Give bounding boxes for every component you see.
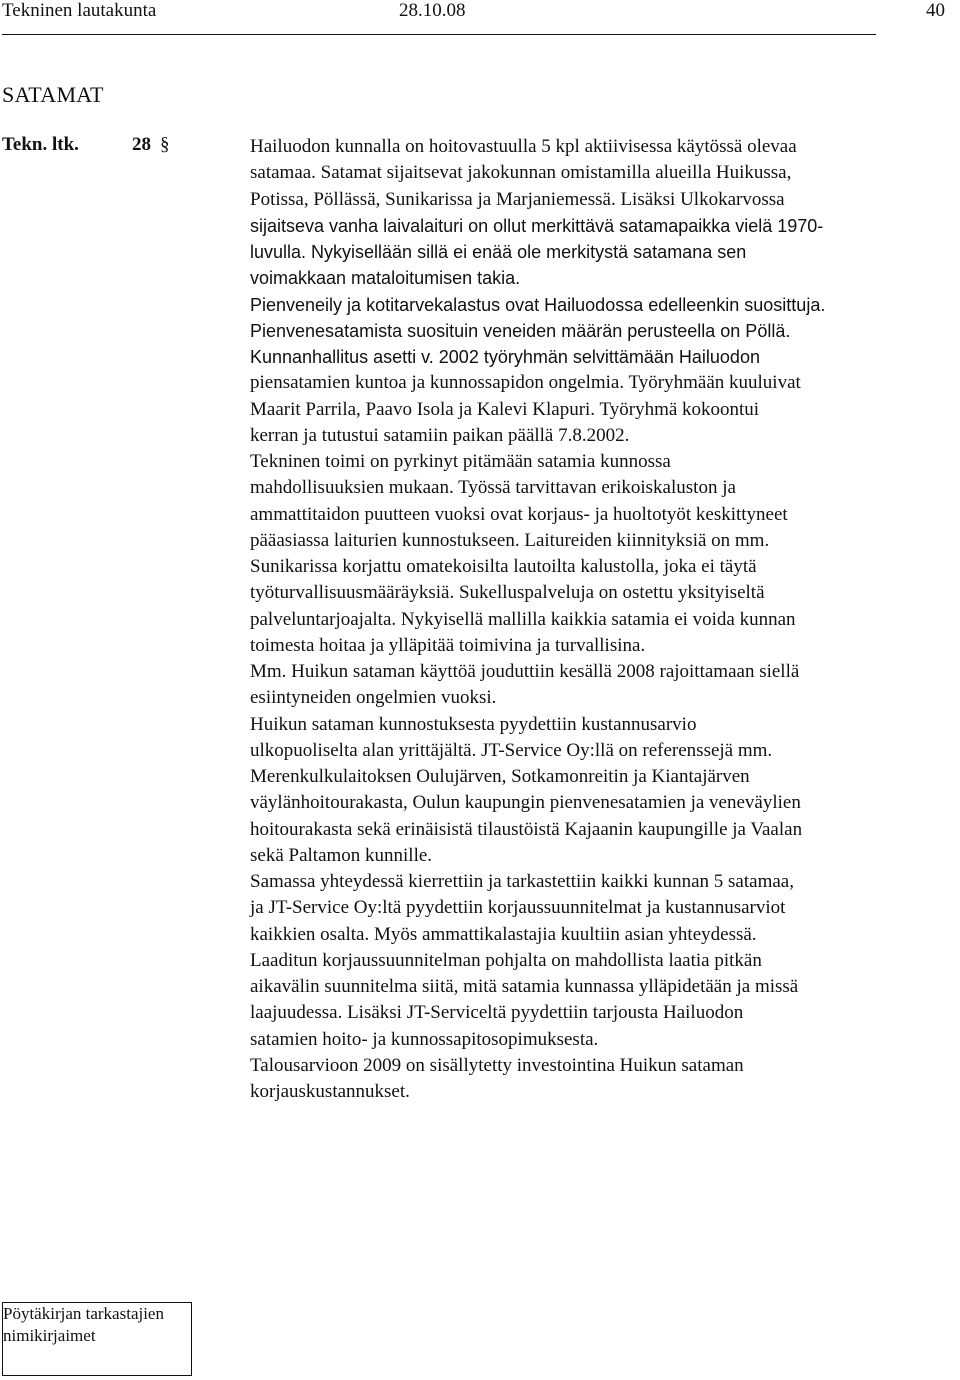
body-line: Pienveneily ja kotitarvekalastus ovat Hailuodossa edelleenkin suosittuja. [250, 294, 826, 315]
body-line: toimesta hoitaa ja ylläpitää toimivina ja turvallisina. [250, 634, 646, 656]
body-line: satamien hoito- ja kunnossapitosopimuksesta. [250, 1028, 599, 1050]
body-line: aikavälin suunnitelma siitä, mitä satamia kunnassa ylläpidetään ja missä [250, 976, 799, 997]
body-line: pääasiassa laiturien kunnostukseen. Laitureiden kiinnityksiä on mm. [250, 529, 770, 551]
body-line: kerran ja tutustui satamiin paikan päällä 7.8.2002. [250, 424, 630, 446]
reference-org: Tekn. ltk. [2, 134, 79, 155]
body-line: Samassa yhteydessä kierrettiin ja tarkastettiin kaikki kunnan 5 satamaa, [250, 871, 794, 892]
body-line: Sunikarissa korjattu omatekoisilta lautoilta kalustolla, joka ei täytä [250, 556, 757, 577]
body-line: Maarit Parrila, Paavo Isola ja Kalevi Klapuri. Työryhmä kokoontui [250, 398, 760, 420]
section-symbol: § [160, 134, 170, 155]
body-line: laajuudessa. Lisäksi JT-Serviceltä pyydettiin tarjousta Hailuodon [250, 1002, 744, 1024]
reference-number: 28 [132, 134, 151, 155]
body-line: Pienvenesatamista suosituin veneiden määrän perusteella on Pöllä. [250, 320, 791, 341]
body-line: hoitourakasta sekä erinäisistä tilaustöistä Kajaanin kaupungille ja Vaalan [250, 818, 803, 840]
body-line: ulkopuoliselta alan yrittäjältä. JT-Service Oy:llä on referenssejä mm. [250, 739, 773, 761]
body-line: Mm. Huikun sataman käyttöä jouduttiin kesällä 2008 rajoittamaan siellä [250, 661, 800, 682]
body-line: luvulla. Nykyisellään sillä ei enää ole merkitystä satamana sen [250, 242, 747, 262]
body-line: korjauskustannukset. [250, 1081, 410, 1102]
body-line: sijaitseva vanha laivalaituri on ollut merkittävä satamapaikka vielä 1970- [250, 215, 824, 236]
body-line: Talousarvioon 2009 on sisällytetty investointina Huikun sataman [250, 1054, 744, 1076]
page-number: 40 [926, 0, 945, 21]
body-line: Merenkulkulaitoksen Oulujärven, Sotkamonreitin ja Kiantajärven [250, 766, 750, 787]
body-line: voimakkaan mataloitumisen takia. [250, 268, 521, 289]
body-line: väylänhoitourakasta, Oulun kaupungin pienvenesatamien ja veneväylien [250, 792, 801, 814]
body-line: työturvallisuusmääräyksiä. Sukelluspalveluja on ostettu yksityiseltä [250, 582, 765, 604]
body-text [250, 134, 940, 1105]
body-line: esiintyneiden ongelmien vuoksi. [250, 687, 497, 709]
reviewer-initials-box [2, 1302, 192, 1376]
body-line: Hailuodon kunnalla on hoitovastuulla 5 kpl aktiivisessa käytössä olevaa [250, 136, 797, 157]
body-line: Huikun sataman kunnostuksesta pyydettiin kustannusarvio [250, 713, 697, 735]
body-line: palveluntarjoajalta. Nykyisellä mallilla kaikkia satamia ei voida kunnan [250, 608, 796, 630]
body-line: Kunnanhallitus asetti v. 2002 työryhmän selvittämään Hailuodon [250, 347, 760, 367]
body-line: mahdollisuuksien mukaan. Työssä tarvittavan erikoiskaluston ja [250, 477, 736, 499]
body-line: piensatamien kuntoa ja kunnossapidon ongelmia. Työryhmään kuuluivat [250, 372, 801, 394]
section-title: SATAMAT [2, 82, 104, 107]
body-line: Tekninen toimi on pyrkinyt pitämään satamia kunnossa [250, 451, 671, 472]
body-line: kaikkien osalta. Myös ammattikalastajia kuultiin asian yhteydessä. [250, 923, 757, 945]
meeting-date: 28.10.08 [399, 0, 466, 21]
committee-name: Tekninen lautakunta [2, 0, 157, 21]
page-header [2, 0, 876, 35]
body-line: Potissa, Pöllässä, Sunikarissa ja Marjaniemessä. Lisäksi Ulkokarvossa [250, 188, 785, 210]
body-line: Laaditun korjaussuunnitelman pohjalta on mahdollista laatia pitkän [250, 949, 762, 971]
body-line: ja JT-Service Oy:ltä pyydettiin korjaussuunnitelmat ja kustannusarviot [250, 897, 786, 919]
body-line: sekä Paltamon kunnille. [250, 844, 433, 866]
footer-line-1: Pöytäkirjan tarkastajien [3, 1304, 164, 1323]
footer-line-2: nimikirjaimet [3, 1326, 96, 1345]
body-line: ammattitaidon puutteen vuoksi ovat korjaus- ja huoltotyöt keskittyneet [250, 503, 788, 525]
body-line: satamaa. Satamat sijaitsevat jakokunnan omistamilla alueilla Huikussa, [250, 162, 792, 184]
